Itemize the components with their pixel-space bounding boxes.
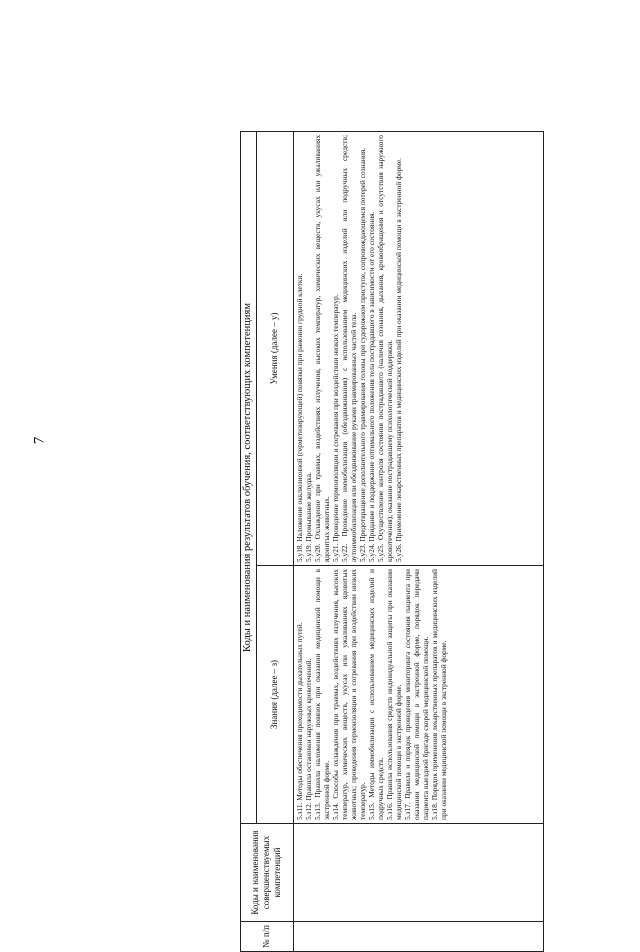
page-number: 7 (31, 436, 48, 445)
knowledge-item: 5.з15. Методы иммобилизации с использованием медицинских изделий и подручных средств. (367, 569, 386, 820)
skill-item: 5.у21. Проведение термоизоляции и согревания при воздействии низких температур. (330, 294, 340, 562)
skill-item: 5.у24. Придание и поддержание оптимального положения тела пострадавшего в зависимости от его состояния. (367, 211, 377, 562)
knowledge-item: 5.з12. Правила остановки наружных кровотечений. (303, 658, 313, 820)
skill-item: 5.у22. Проведение иммобилизации (обездвиживания) с использованием медицинских изделий или подручных средств; аутоиммобилизация или обездвиживание руками травмированных частей тела. (339, 134, 358, 562)
skill-item: 5.у20. Охлаждение при травмах, воздействиях излучения, высоких температур, химических веществ, укусах или ужаливаниях ядовитых животных. (312, 134, 331, 562)
skill-item: 5.у25. Осуществление контроля состояния пострадавшего (наличия сознания, дыхания, кровообращения и отсутствия наружного кровотечения); оказание пострадавшему психологической поддержки. (376, 134, 395, 562)
header-codes: Коды и наименования совершенствуемых компетенций (241, 824, 294, 922)
cell-knowledge (293, 566, 543, 824)
rotated-table-sheet (240, 132, 580, 952)
skill-item: 5.у23. Предотвращение дополнительного травмирования головы при судорожном приступе, сопровождающемся потерей сознания. (358, 147, 368, 562)
knowledge-item: 5.з17. Правила и порядок проведения мониторинга состояния пациента при оказании медицинской помощи в экстренной форме, порядок передачи пациента выездной бригаде скорой медицинской помощи. (403, 569, 431, 820)
cell-skills (293, 131, 543, 565)
cell-codes (293, 824, 543, 922)
knowledge-item: 5.з14. Способы охлаждения при травмах, воздействиях излучения, высоких температур, химических веществ, укусах или ужаливаниях ядовитых животных; проведения термоизоляции и согревания при воздействии низких температур. (330, 569, 368, 820)
cell-num (293, 922, 543, 952)
competencies-table (240, 131, 544, 952)
header-knowledge: Знания (далее – з) (256, 566, 293, 824)
knowledge-item: 5.з18. Порядок применения лекарственных препаратов и медицинских изделий при оказании медицинской помощи в экстренной форме. (430, 569, 449, 820)
knowledge-item: 5.з16. Правила использования средств индивидуальной защиты при оказании медицинской помощи в экстренной форме. (385, 569, 404, 820)
skill-item: 5.у26. Применение лекарственных препаратов и медицинских изделий при оказании медицинской помощи в экстренной форме. (394, 158, 404, 562)
header-num: № п/п (241, 922, 294, 952)
skill-item: 5.у19. Промывание желудка. (303, 472, 313, 562)
header-group: Коды и наименования результатов обучения, соответствующих компетенциям (241, 131, 257, 823)
header-skills: Умения (далее – у) (256, 131, 293, 565)
knowledge-item: 5.з11. Методы обеспечения проходимости дыхательных путей. (294, 622, 304, 820)
knowledge-item: 5.з13. Правила наложения повязок при оказании медицинской помощи в экстренной форме. (312, 569, 331, 820)
skill-item: 5.у18. Наложение окклюзионной (герметизирующей) повязки при ранении грудной клетки. (294, 273, 304, 562)
